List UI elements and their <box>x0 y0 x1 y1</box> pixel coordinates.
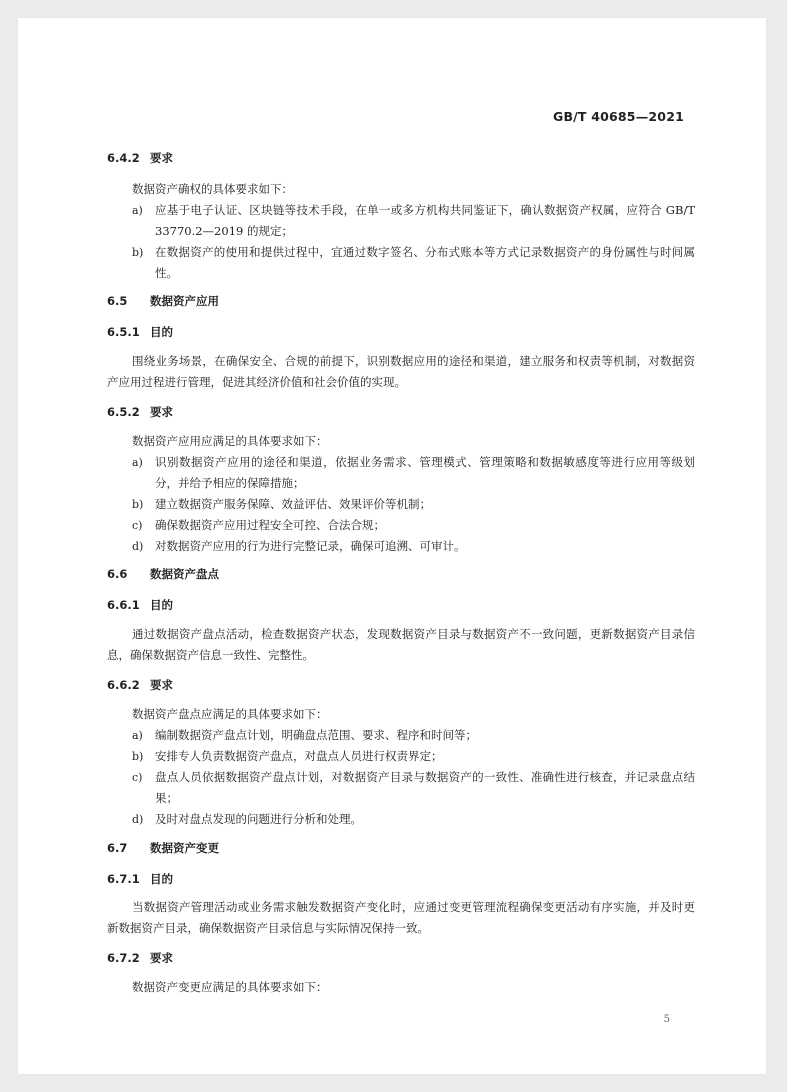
list-marker: a) <box>132 456 143 469</box>
section-number: 6.6.1 <box>107 598 140 612</box>
section-title: 目的 <box>150 598 173 612</box>
list-item-text: 盘点人员依据数据资产盘点计划，对数据资产目录与数据资产的一致性、准确性进行核查，并记录盘点结果； <box>155 770 695 805</box>
section-heading-6-4-2 <box>107 150 173 166</box>
list-item-text: 识别数据资产应用的途径和渠道，依据业务需求、管理模式、管理策略和数据敏感度等进行应用等级划分，并给予相应的保障措施； <box>155 455 695 490</box>
section-number: 6.7.1 <box>107 872 140 886</box>
section-title: 数据资产应用 <box>150 294 219 308</box>
section-number: 6.7.2 <box>107 951 140 965</box>
section-paragraph: 当数据资产管理活动或业务需求触发数据资产变化时，应通过变更管理流程确保变更活动有序实施，并及时更新数据资产目录，确保数据资产目录信息与实际情况保持一致。 <box>107 900 695 935</box>
list-item <box>132 536 695 557</box>
list-item-text: 应基于电子认证、区块链等技术手段，在单一或多方机构共同鉴证下，确认数据资产权属，应符合 GB/T 33770.2—2019 的规定； <box>155 203 695 238</box>
list-marker: d) <box>132 540 144 553</box>
list-item-text: 及时对盘点发现的问题进行分析和处理。 <box>155 812 362 826</box>
section-intro: 数据资产盘点应满足的具体要求如下： <box>132 707 328 721</box>
section-heading-6-5-1 <box>107 324 173 340</box>
list-item <box>132 452 695 494</box>
list-item-text: 对数据资产应用的行为进行完整记录，确保可追溯、可审计。 <box>155 539 466 553</box>
list-item <box>132 809 695 830</box>
section-paragraph: 围绕业务场景，在确保安全、合规的前提下，识别数据应用的途径和渠道，建立服务和权责等机制，对数据资产应用过程进行管理，促进其经济价值和社会价值的实现。 <box>107 354 695 389</box>
section-number: 6.7 <box>107 841 128 855</box>
list-marker: b) <box>132 498 144 511</box>
section-number: 6.6.2 <box>107 678 140 692</box>
list-marker: b) <box>132 246 144 259</box>
section-heading-6-6-2 <box>107 677 173 693</box>
list-item-text: 建立数据资产服务保障、效益评估、效果评价等机制； <box>155 497 431 511</box>
list-item <box>132 767 695 809</box>
section-title: 要求 <box>150 405 173 419</box>
section-heading-6-7-1 <box>107 871 173 887</box>
list-item-text: 编制数据资产盘点计划，明确盘点范围、要求、程序和时间等； <box>155 728 477 742</box>
list-item <box>132 242 695 284</box>
list-marker: c) <box>132 771 143 784</box>
section-title: 要求 <box>150 678 173 692</box>
section-heading-6-5 <box>107 293 219 309</box>
section-title: 数据资产盘点 <box>150 567 219 581</box>
list-item <box>132 746 695 767</box>
section-heading-6-6 <box>107 566 219 582</box>
section-intro: 数据资产确权的具体要求如下： <box>132 182 293 196</box>
list-item-text: 在数据资产的使用和提供过程中，宜通过数字签名、分布式账本等方式记录数据资产的身份属性与时间属性。 <box>155 245 695 280</box>
standard-code: GB/T 40685—2021 <box>552 109 684 124</box>
section-title: 目的 <box>150 872 173 886</box>
section-title: 要求 <box>150 951 173 965</box>
section-heading-6-7 <box>107 840 219 856</box>
section-heading-6-6-1 <box>107 597 173 613</box>
list-marker: d) <box>132 813 144 826</box>
section-title: 数据资产变更 <box>150 841 219 855</box>
document-page <box>18 18 766 1074</box>
list-marker: a) <box>132 204 143 217</box>
list-marker: a) <box>132 729 143 742</box>
list-item <box>132 200 695 242</box>
section-heading-6-5-2 <box>107 404 173 420</box>
section-number: 6.5 <box>107 294 128 308</box>
section-intro: 数据资产应用应满足的具体要求如下： <box>132 434 328 448</box>
list-marker: b) <box>132 750 144 763</box>
list-item <box>132 494 695 515</box>
list-item-text: 安排专人负责数据资产盘点，对盘点人员进行权责界定； <box>155 749 443 763</box>
section-title: 要求 <box>150 151 173 165</box>
section-title: 目的 <box>150 325 173 339</box>
list-item <box>132 725 695 746</box>
section-paragraph: 通过数据资产盘点活动，检查数据资产状态，发现数据资产目录与数据资产不一致问题，更新数据资产目录信息，确保数据资产信息一致性、完整性。 <box>107 627 695 662</box>
list-item-text: 确保数据资产应用过程安全可控、合法合规； <box>155 518 385 532</box>
section-number: 6.6 <box>107 567 128 581</box>
section-heading-6-7-2 <box>107 950 173 966</box>
list-item <box>132 515 695 536</box>
section-intro: 数据资产变更应满足的具体要求如下： <box>132 980 328 994</box>
section-number: 6.5.2 <box>107 405 140 419</box>
section-number: 6.4.2 <box>107 151 140 165</box>
page-number: 5 <box>663 1014 670 1025</box>
list-marker: c) <box>132 519 143 532</box>
section-number: 6.5.1 <box>107 325 140 339</box>
